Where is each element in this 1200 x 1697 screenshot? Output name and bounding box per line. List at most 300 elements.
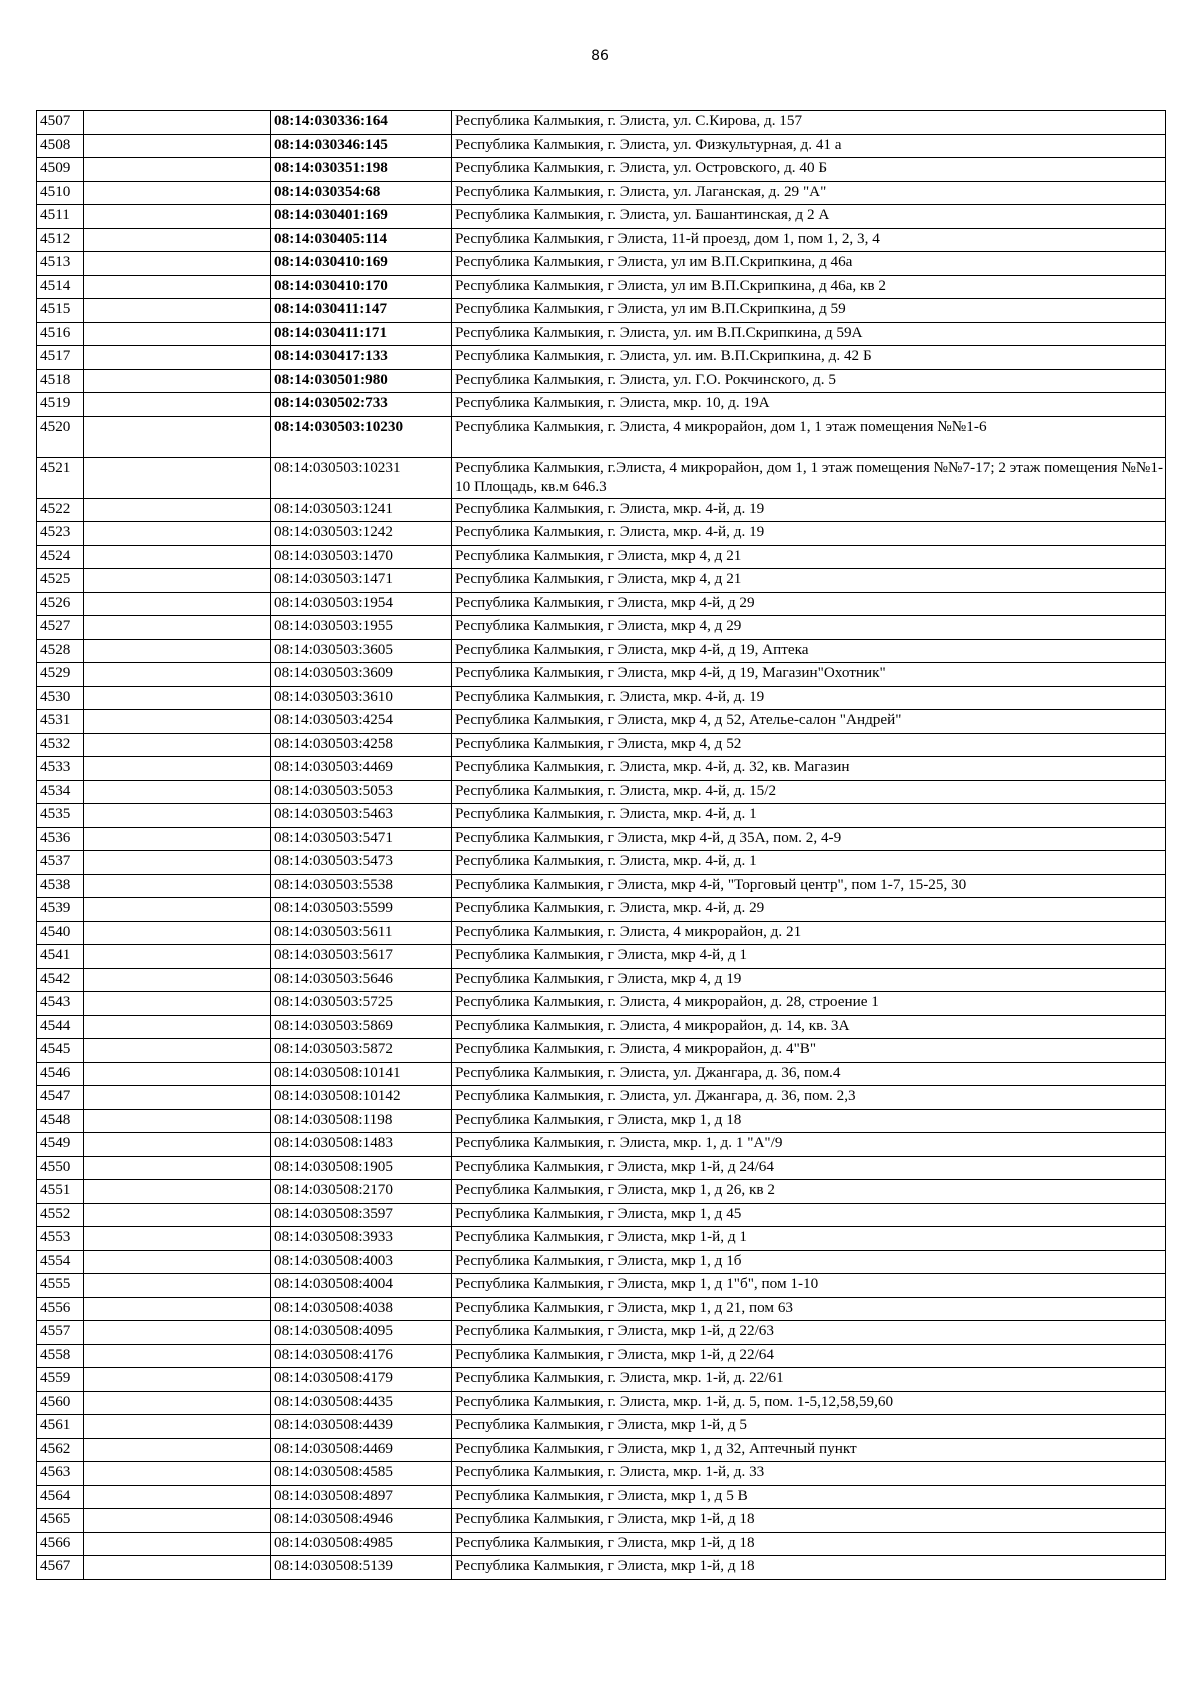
cadastral-number-cell: 08:14:030401:169 [271, 205, 452, 229]
property-registry-table [36, 110, 1166, 1580]
table-row [37, 733, 1166, 757]
table-row [37, 1344, 1166, 1368]
cadastral-number-cell: 08:14:030508:10141 [271, 1062, 452, 1086]
address-cell: Республика Калмыкия, г. Элиста, ул. им В.П.Скрипкина, д 59А [452, 322, 1166, 346]
table-row [37, 134, 1166, 158]
address-cell: Республика Калмыкия, г Элиста, мкр 4, д 21 [452, 569, 1166, 593]
empty-cell [84, 522, 271, 546]
address-cell: Республика Калмыкия, г. Элиста, мкр. 10, д. 19А [452, 393, 1166, 417]
empty-cell [84, 780, 271, 804]
empty-cell [84, 827, 271, 851]
address-cell: Республика Калмыкия, г. Элиста, 4 микрорайон, д. 4"В" [452, 1039, 1166, 1063]
empty-cell [84, 1180, 271, 1204]
table-row [37, 1109, 1166, 1133]
row-number-cell: 4539 [37, 898, 84, 922]
address-cell: Республика Калмыкия, г Элиста, мкр 4-й, д 19, Магазин"Охотник" [452, 663, 1166, 687]
row-number-cell: 4561 [37, 1415, 84, 1439]
row-number-cell: 4532 [37, 733, 84, 757]
address-cell: Республика Калмыкия, г Элиста, мкр 4, д 19 [452, 968, 1166, 992]
row-number-cell: 4512 [37, 228, 84, 252]
row-number-cell: 4562 [37, 1438, 84, 1462]
empty-cell [84, 616, 271, 640]
cadastral-number-cell: 08:14:030503:1954 [271, 592, 452, 616]
cadastral-number-cell: 08:14:030346:145 [271, 134, 452, 158]
cadastral-number-cell: 08:14:030508:3597 [271, 1203, 452, 1227]
empty-cell [84, 874, 271, 898]
empty-cell [84, 1344, 271, 1368]
row-number-cell: 4513 [37, 252, 84, 276]
cadastral-number-cell: 08:14:030503:5538 [271, 874, 452, 898]
registry-body [37, 111, 1166, 1580]
empty-cell [84, 733, 271, 757]
address-cell: Республика Калмыкия, г. Элиста, мкр. 4-й, д. 19 [452, 498, 1166, 522]
row-number-cell: 4514 [37, 275, 84, 299]
cadastral-number-cell: 08:14:030508:4176 [271, 1344, 452, 1368]
table-row [37, 851, 1166, 875]
empty-cell [84, 1532, 271, 1556]
table-row [37, 1391, 1166, 1415]
address-cell: Республика Калмыкия, г. Элиста, ул. Островского, д. 40 Б [452, 158, 1166, 182]
row-number-cell: 4533 [37, 757, 84, 781]
table-row [37, 1039, 1166, 1063]
table-row [37, 1321, 1166, 1345]
address-cell: Республика Калмыкия, г. Элиста, ул. Физкультурная, д. 41 а [452, 134, 1166, 158]
address-cell: Республика Калмыкия, г. Элиста, ул. им. В.П.Скрипкина, д. 42 Б [452, 346, 1166, 370]
table-row [37, 710, 1166, 734]
empty-cell [84, 1062, 271, 1086]
table-row [37, 1297, 1166, 1321]
table-row [37, 158, 1166, 182]
page-number: 86 [591, 48, 609, 64]
address-cell: Республика Калмыкия, г Элиста, мкр 1-й, д 5 [452, 1415, 1166, 1439]
empty-cell [84, 1227, 271, 1251]
cadastral-number-cell: 08:14:030411:147 [271, 299, 452, 323]
table-row [37, 1462, 1166, 1486]
empty-cell [84, 1438, 271, 1462]
table-row [37, 322, 1166, 346]
table-row [37, 1156, 1166, 1180]
address-cell: Республика Калмыкия, г Элиста, мкр 4-й, д 19, Аптека [452, 639, 1166, 663]
empty-cell [84, 1321, 271, 1345]
address-cell: Республика Калмыкия, г. Элиста, мкр. 1-й, д. 22/61 [452, 1368, 1166, 1392]
address-cell: Республика Калмыкия, г. Элиста, мкр. 4-й, д. 15/2 [452, 780, 1166, 804]
table-row [37, 1368, 1166, 1392]
row-number-cell: 4535 [37, 804, 84, 828]
empty-cell [84, 686, 271, 710]
cadastral-number-cell: 08:14:030503:5646 [271, 968, 452, 992]
address-cell: Республика Калмыкия, г. Элиста, мкр. 4-й, д. 19 [452, 522, 1166, 546]
table-row [37, 968, 1166, 992]
row-number-cell: 4515 [37, 299, 84, 323]
address-cell: Республика Калмыкия, г Элиста, мкр 4-й, д 35А, пом. 2, 4-9 [452, 827, 1166, 851]
table-row [37, 1509, 1166, 1533]
row-number-cell: 4522 [37, 498, 84, 522]
cadastral-number-cell: 08:14:030503:3610 [271, 686, 452, 710]
empty-cell [84, 275, 271, 299]
empty-cell [84, 851, 271, 875]
cadastral-number-cell: 08:14:030503:1242 [271, 522, 452, 546]
cadastral-number-cell: 08:14:030508:4946 [271, 1509, 452, 1533]
address-cell: Республика Калмыкия, г. Элиста, 4 микрорайон, дом 1, 1 этаж помещения №№1-6 [452, 416, 1166, 457]
cadastral-number-cell: 08:14:030503:5471 [271, 827, 452, 851]
address-cell: Республика Калмыкия, г. Элиста, ул. Джангара, д. 36, пом.4 [452, 1062, 1166, 1086]
table-row [37, 780, 1166, 804]
address-cell: Республика Калмыкия, г Элиста, мкр 4-й, "Торговый центр", пом 1-7, 15-25, 30 [452, 874, 1166, 898]
row-number-cell: 4523 [37, 522, 84, 546]
row-number-cell: 4525 [37, 569, 84, 593]
table-row [37, 569, 1166, 593]
address-cell: Республика Калмыкия, г Элиста, мкр 4-й, д 29 [452, 592, 1166, 616]
table-row [37, 1062, 1166, 1086]
empty-cell [84, 1485, 271, 1509]
cadastral-number-cell: 08:14:030503:5872 [271, 1039, 452, 1063]
cadastral-number-cell: 08:14:030336:164 [271, 111, 452, 135]
cadastral-number-cell: 08:14:030405:114 [271, 228, 452, 252]
address-cell: Республика Калмыкия, г Элиста, мкр 1, д 1"б", пом 1-10 [452, 1274, 1166, 1298]
empty-cell [84, 228, 271, 252]
address-cell: Республика Калмыкия, г Элиста, ул им В.П.Скрипкина, д 59 [452, 299, 1166, 323]
empty-cell [84, 1368, 271, 1392]
cadastral-number-cell: 08:14:030503:1471 [271, 569, 452, 593]
row-number-cell: 4545 [37, 1039, 84, 1063]
cadastral-number-cell: 08:14:030503:1955 [271, 616, 452, 640]
cadastral-number-cell: 08:14:030501:980 [271, 369, 452, 393]
table-row [37, 945, 1166, 969]
empty-cell [84, 1297, 271, 1321]
table-row [37, 252, 1166, 276]
table-row [37, 992, 1166, 1016]
row-number-cell: 4543 [37, 992, 84, 1016]
cadastral-number-cell: 08:14:030354:68 [271, 181, 452, 205]
empty-cell [84, 1086, 271, 1110]
table-row [37, 1015, 1166, 1039]
row-number-cell: 4508 [37, 134, 84, 158]
row-number-cell: 4509 [37, 158, 84, 182]
address-cell: Республика Калмыкия, г Элиста, мкр 4, д 52, Ателье-салон "Андрей" [452, 710, 1166, 734]
cadastral-number-cell: 08:14:030503:1470 [271, 545, 452, 569]
table-row [37, 416, 1166, 457]
row-number-cell: 4529 [37, 663, 84, 687]
empty-cell [84, 1203, 271, 1227]
table-row [37, 228, 1166, 252]
empty-cell [84, 592, 271, 616]
table-row [37, 181, 1166, 205]
row-number-cell: 4510 [37, 181, 84, 205]
address-cell: Республика Калмыкия, г. Элиста, мкр. 1, д. 1 "А"/9 [452, 1133, 1166, 1157]
address-cell: Республика Калмыкия, г Элиста, мкр 1, д 5 В [452, 1485, 1166, 1509]
address-cell: Республика Калмыкия, г. Элиста, мкр. 4-й, д. 1 [452, 851, 1166, 875]
address-cell: Республика Калмыкия, г Элиста, ул им В.П.Скрипкина, д 46а, кв 2 [452, 275, 1166, 299]
empty-cell [84, 205, 271, 229]
row-number-cell: 4524 [37, 545, 84, 569]
row-number-cell: 4557 [37, 1321, 84, 1345]
address-cell: Республика Калмыкия, г Элиста, мкр 1, д 18 [452, 1109, 1166, 1133]
cadastral-number-cell: 08:14:030503:5611 [271, 921, 452, 945]
row-number-cell: 4511 [37, 205, 84, 229]
empty-cell [84, 710, 271, 734]
cadastral-number-cell: 08:14:030502:733 [271, 393, 452, 417]
cadastral-number-cell: 08:14:030351:198 [271, 158, 452, 182]
row-number-cell: 4542 [37, 968, 84, 992]
table-row [37, 757, 1166, 781]
cadastral-number-cell: 08:14:030508:10142 [271, 1086, 452, 1110]
cadastral-number-cell: 08:14:030508:1483 [271, 1133, 452, 1157]
cadastral-number-cell: 08:14:030503:10230 [271, 416, 452, 457]
cadastral-number-cell: 08:14:030503:4254 [271, 710, 452, 734]
table-row [37, 592, 1166, 616]
address-cell: Республика Калмыкия, г. Элиста, мкр. 4-й, д. 32, кв. Магазин [452, 757, 1166, 781]
table-row [37, 369, 1166, 393]
table-row [37, 616, 1166, 640]
row-number-cell: 4527 [37, 616, 84, 640]
empty-cell [84, 416, 271, 457]
row-number-cell: 4516 [37, 322, 84, 346]
table-row [37, 874, 1166, 898]
empty-cell [84, 663, 271, 687]
table-row [37, 205, 1166, 229]
cadastral-number-cell: 08:14:030503:1241 [271, 498, 452, 522]
table-row [37, 498, 1166, 522]
empty-cell [84, 369, 271, 393]
empty-cell [84, 346, 271, 370]
cadastral-number-cell: 08:14:030503:5463 [271, 804, 452, 828]
address-cell: Республика Калмыкия, г. Элиста, ул. Джангара, д. 36, пом. 2,3 [452, 1086, 1166, 1110]
row-number-cell: 4564 [37, 1485, 84, 1509]
table-row [37, 1180, 1166, 1204]
table-row [37, 1532, 1166, 1556]
row-number-cell: 4531 [37, 710, 84, 734]
row-number-cell: 4550 [37, 1156, 84, 1180]
row-number-cell: 4530 [37, 686, 84, 710]
row-number-cell: 4537 [37, 851, 84, 875]
empty-cell [84, 545, 271, 569]
address-cell: Республика Калмыкия, г. Элиста, ул. Г.О. Рокчинского, д. 5 [452, 369, 1166, 393]
row-number-cell: 4521 [37, 457, 84, 498]
cadastral-number-cell: 08:14:030503:4469 [271, 757, 452, 781]
empty-cell [84, 134, 271, 158]
row-number-cell: 4538 [37, 874, 84, 898]
cadastral-number-cell: 08:14:030508:4038 [271, 1297, 452, 1321]
empty-cell [84, 158, 271, 182]
cadastral-number-cell: 08:14:030508:4439 [271, 1415, 452, 1439]
empty-cell [84, 1109, 271, 1133]
cadastral-number-cell: 08:14:030503:5617 [271, 945, 452, 969]
table-row [37, 111, 1166, 135]
table-row [37, 299, 1166, 323]
cadastral-number-cell: 08:14:030508:4435 [271, 1391, 452, 1415]
cadastral-number-cell: 08:14:030411:171 [271, 322, 452, 346]
row-number-cell: 4546 [37, 1062, 84, 1086]
table-row [37, 1485, 1166, 1509]
row-number-cell: 4556 [37, 1297, 84, 1321]
cadastral-number-cell: 08:14:030503:5473 [271, 851, 452, 875]
address-cell: Республика Калмыкия, г Элиста, мкр 1-й, д 18 [452, 1509, 1166, 1533]
empty-cell [84, 898, 271, 922]
empty-cell [84, 181, 271, 205]
address-cell: Республика Калмыкия, г Элиста, мкр 4, д 21 [452, 545, 1166, 569]
empty-cell [84, 1462, 271, 1486]
table-row [37, 1227, 1166, 1251]
row-number-cell: 4554 [37, 1250, 84, 1274]
row-number-cell: 4540 [37, 921, 84, 945]
address-cell: Республика Калмыкия, г. Элиста, ул. Лаганская, д. 29 "А" [452, 181, 1166, 205]
address-cell: Республика Калмыкия, г Элиста, мкр 1-й, д 24/64 [452, 1156, 1166, 1180]
cadastral-number-cell: 08:14:030508:4897 [271, 1485, 452, 1509]
empty-cell [84, 1015, 271, 1039]
table-row [37, 1274, 1166, 1298]
table-row [37, 545, 1166, 569]
table-row [37, 1250, 1166, 1274]
row-number-cell: 4566 [37, 1532, 84, 1556]
cadastral-number-cell: 08:14:030508:4004 [271, 1274, 452, 1298]
cadastral-number-cell: 08:14:030503:4258 [271, 733, 452, 757]
empty-cell [84, 639, 271, 663]
empty-cell [84, 1274, 271, 1298]
table-row [37, 346, 1166, 370]
table-row [37, 457, 1166, 498]
empty-cell [84, 968, 271, 992]
cadastral-number-cell: 08:14:030503:5599 [271, 898, 452, 922]
address-cell: Республика Калмыкия, г. Элиста, 4 микрорайон, д. 14, кв. 3А [452, 1015, 1166, 1039]
row-number-cell: 4548 [37, 1109, 84, 1133]
table-row [37, 522, 1166, 546]
row-number-cell: 4518 [37, 369, 84, 393]
table-row [37, 1203, 1166, 1227]
empty-cell [84, 393, 271, 417]
row-number-cell: 4507 [37, 111, 84, 135]
cadastral-number-cell: 08:14:030508:2170 [271, 1180, 452, 1204]
empty-cell [84, 1156, 271, 1180]
address-cell: Республика Калмыкия, г Элиста, 11-й проезд, дом 1, пом 1, 2, 3, 4 [452, 228, 1166, 252]
table-row [37, 275, 1166, 299]
row-number-cell: 4565 [37, 1509, 84, 1533]
empty-cell [84, 1391, 271, 1415]
address-cell: Республика Калмыкия, г Элиста, мкр 1-й, д 22/63 [452, 1321, 1166, 1345]
row-number-cell: 4519 [37, 393, 84, 417]
cadastral-number-cell: 08:14:030508:4003 [271, 1250, 452, 1274]
address-cell: Республика Калмыкия, г. Элиста, 4 микрорайон, д. 21 [452, 921, 1166, 945]
empty-cell [84, 1509, 271, 1533]
address-cell: Республика Калмыкия, г. Элиста, мкр. 1-й, д. 5, пом. 1-5,12,58,59,60 [452, 1391, 1166, 1415]
row-number-cell: 4553 [37, 1227, 84, 1251]
cadastral-number-cell: 08:14:030503:5725 [271, 992, 452, 1016]
empty-cell [84, 569, 271, 593]
address-cell: Республика Калмыкия, г. Элиста, ул. Башантинская, д 2 А [452, 205, 1166, 229]
address-cell: Республика Калмыкия, г Элиста, мкр 4, д 52 [452, 733, 1166, 757]
row-number-cell: 4549 [37, 1133, 84, 1157]
row-number-cell: 4536 [37, 827, 84, 851]
cadastral-number-cell: 08:14:030503:10231 [271, 457, 452, 498]
row-number-cell: 4544 [37, 1015, 84, 1039]
row-number-cell: 4558 [37, 1344, 84, 1368]
address-cell: Республика Калмыкия, г Элиста, мкр 4, д 29 [452, 616, 1166, 640]
address-cell: Республика Калмыкия, г. Элиста, 4 микрорайон, д. 28, строение 1 [452, 992, 1166, 1016]
empty-cell [84, 804, 271, 828]
cadastral-number-cell: 08:14:030503:3609 [271, 663, 452, 687]
empty-cell [84, 1415, 271, 1439]
empty-cell [84, 322, 271, 346]
address-cell: Республика Калмыкия, г Элиста, мкр 1, д 45 [452, 1203, 1166, 1227]
table-row [37, 1086, 1166, 1110]
row-number-cell: 4563 [37, 1462, 84, 1486]
table-row [37, 1415, 1166, 1439]
address-cell: Республика Калмыкия, г Элиста, мкр 1, д 32, Аптечный пункт [452, 1438, 1166, 1462]
row-number-cell: 4526 [37, 592, 84, 616]
cadastral-number-cell: 08:14:030508:3933 [271, 1227, 452, 1251]
address-cell: Республика Калмыкия, г. Элиста, мкр. 4-й, д. 29 [452, 898, 1166, 922]
cadastral-number-cell: 08:14:030508:1905 [271, 1156, 452, 1180]
cadastral-number-cell: 08:14:030410:170 [271, 275, 452, 299]
cadastral-number-cell: 08:14:030508:4179 [271, 1368, 452, 1392]
row-number-cell: 4528 [37, 639, 84, 663]
cadastral-number-cell: 08:14:030503:3605 [271, 639, 452, 663]
row-number-cell: 4567 [37, 1556, 84, 1580]
row-number-cell: 4534 [37, 780, 84, 804]
address-cell: Республика Калмыкия, г Элиста, мкр 1, д 26, кв 2 [452, 1180, 1166, 1204]
empty-cell [84, 111, 271, 135]
empty-cell [84, 1133, 271, 1157]
address-cell: Республика Калмыкия, г Элиста, мкр 1-й, д 18 [452, 1532, 1166, 1556]
empty-cell [84, 945, 271, 969]
address-cell: Республика Калмыкия, г Элиста, мкр 1, д 21, пом 63 [452, 1297, 1166, 1321]
table-row [37, 898, 1166, 922]
table-row [37, 1133, 1166, 1157]
empty-cell [84, 757, 271, 781]
table-row [37, 393, 1166, 417]
row-number-cell: 4552 [37, 1203, 84, 1227]
cadastral-number-cell: 08:14:030508:4469 [271, 1438, 452, 1462]
address-cell: Республика Калмыкия, г Элиста, мкр 1-й, д 22/64 [452, 1344, 1166, 1368]
row-number-cell: 4560 [37, 1391, 84, 1415]
table-row [37, 1438, 1166, 1462]
row-number-cell: 4551 [37, 1180, 84, 1204]
address-cell: Республика Калмыкия, г. Элиста, мкр. 4-й, д. 19 [452, 686, 1166, 710]
empty-cell [84, 457, 271, 498]
row-number-cell: 4547 [37, 1086, 84, 1110]
address-cell: Республика Калмыкия, г Элиста, мкр 4-й, д 1 [452, 945, 1166, 969]
cadastral-number-cell: 08:14:030508:4985 [271, 1532, 452, 1556]
table-row [37, 804, 1166, 828]
empty-cell [84, 1039, 271, 1063]
empty-cell [84, 1556, 271, 1580]
address-cell: Республика Калмыкия, г.Элиста, 4 микрорайон, дом 1, 1 этаж помещения №№7-17; 2 этаж помещения №№1-10 Площадь, кв.м 646.3 [452, 457, 1166, 498]
address-cell: Республика Калмыкия, г Элиста, мкр 1, д 1б [452, 1250, 1166, 1274]
empty-cell [84, 252, 271, 276]
empty-cell [84, 1250, 271, 1274]
cadastral-number-cell: 08:14:030503:5869 [271, 1015, 452, 1039]
empty-cell [84, 921, 271, 945]
address-cell: Республика Калмыкия, г. Элиста, мкр. 4-й, д. 1 [452, 804, 1166, 828]
table-row [37, 639, 1166, 663]
table-row [37, 686, 1166, 710]
table-row [37, 921, 1166, 945]
cadastral-number-cell: 08:14:030503:5053 [271, 780, 452, 804]
empty-cell [84, 299, 271, 323]
address-cell: Республика Калмыкия, г. Элиста, ул. С.Кирова, д. 157 [452, 111, 1166, 135]
cadastral-number-cell: 08:14:030417:133 [271, 346, 452, 370]
empty-cell [84, 992, 271, 1016]
empty-cell [84, 498, 271, 522]
table-row [37, 1556, 1166, 1580]
row-number-cell: 4555 [37, 1274, 84, 1298]
row-number-cell: 4541 [37, 945, 84, 969]
row-number-cell: 4520 [37, 416, 84, 457]
cadastral-number-cell: 08:14:030508:5139 [271, 1556, 452, 1580]
address-cell: Республика Калмыкия, г Элиста, мкр 1-й, д 1 [452, 1227, 1166, 1251]
row-number-cell: 4517 [37, 346, 84, 370]
cadastral-number-cell: 08:14:030410:169 [271, 252, 452, 276]
table-row [37, 663, 1166, 687]
